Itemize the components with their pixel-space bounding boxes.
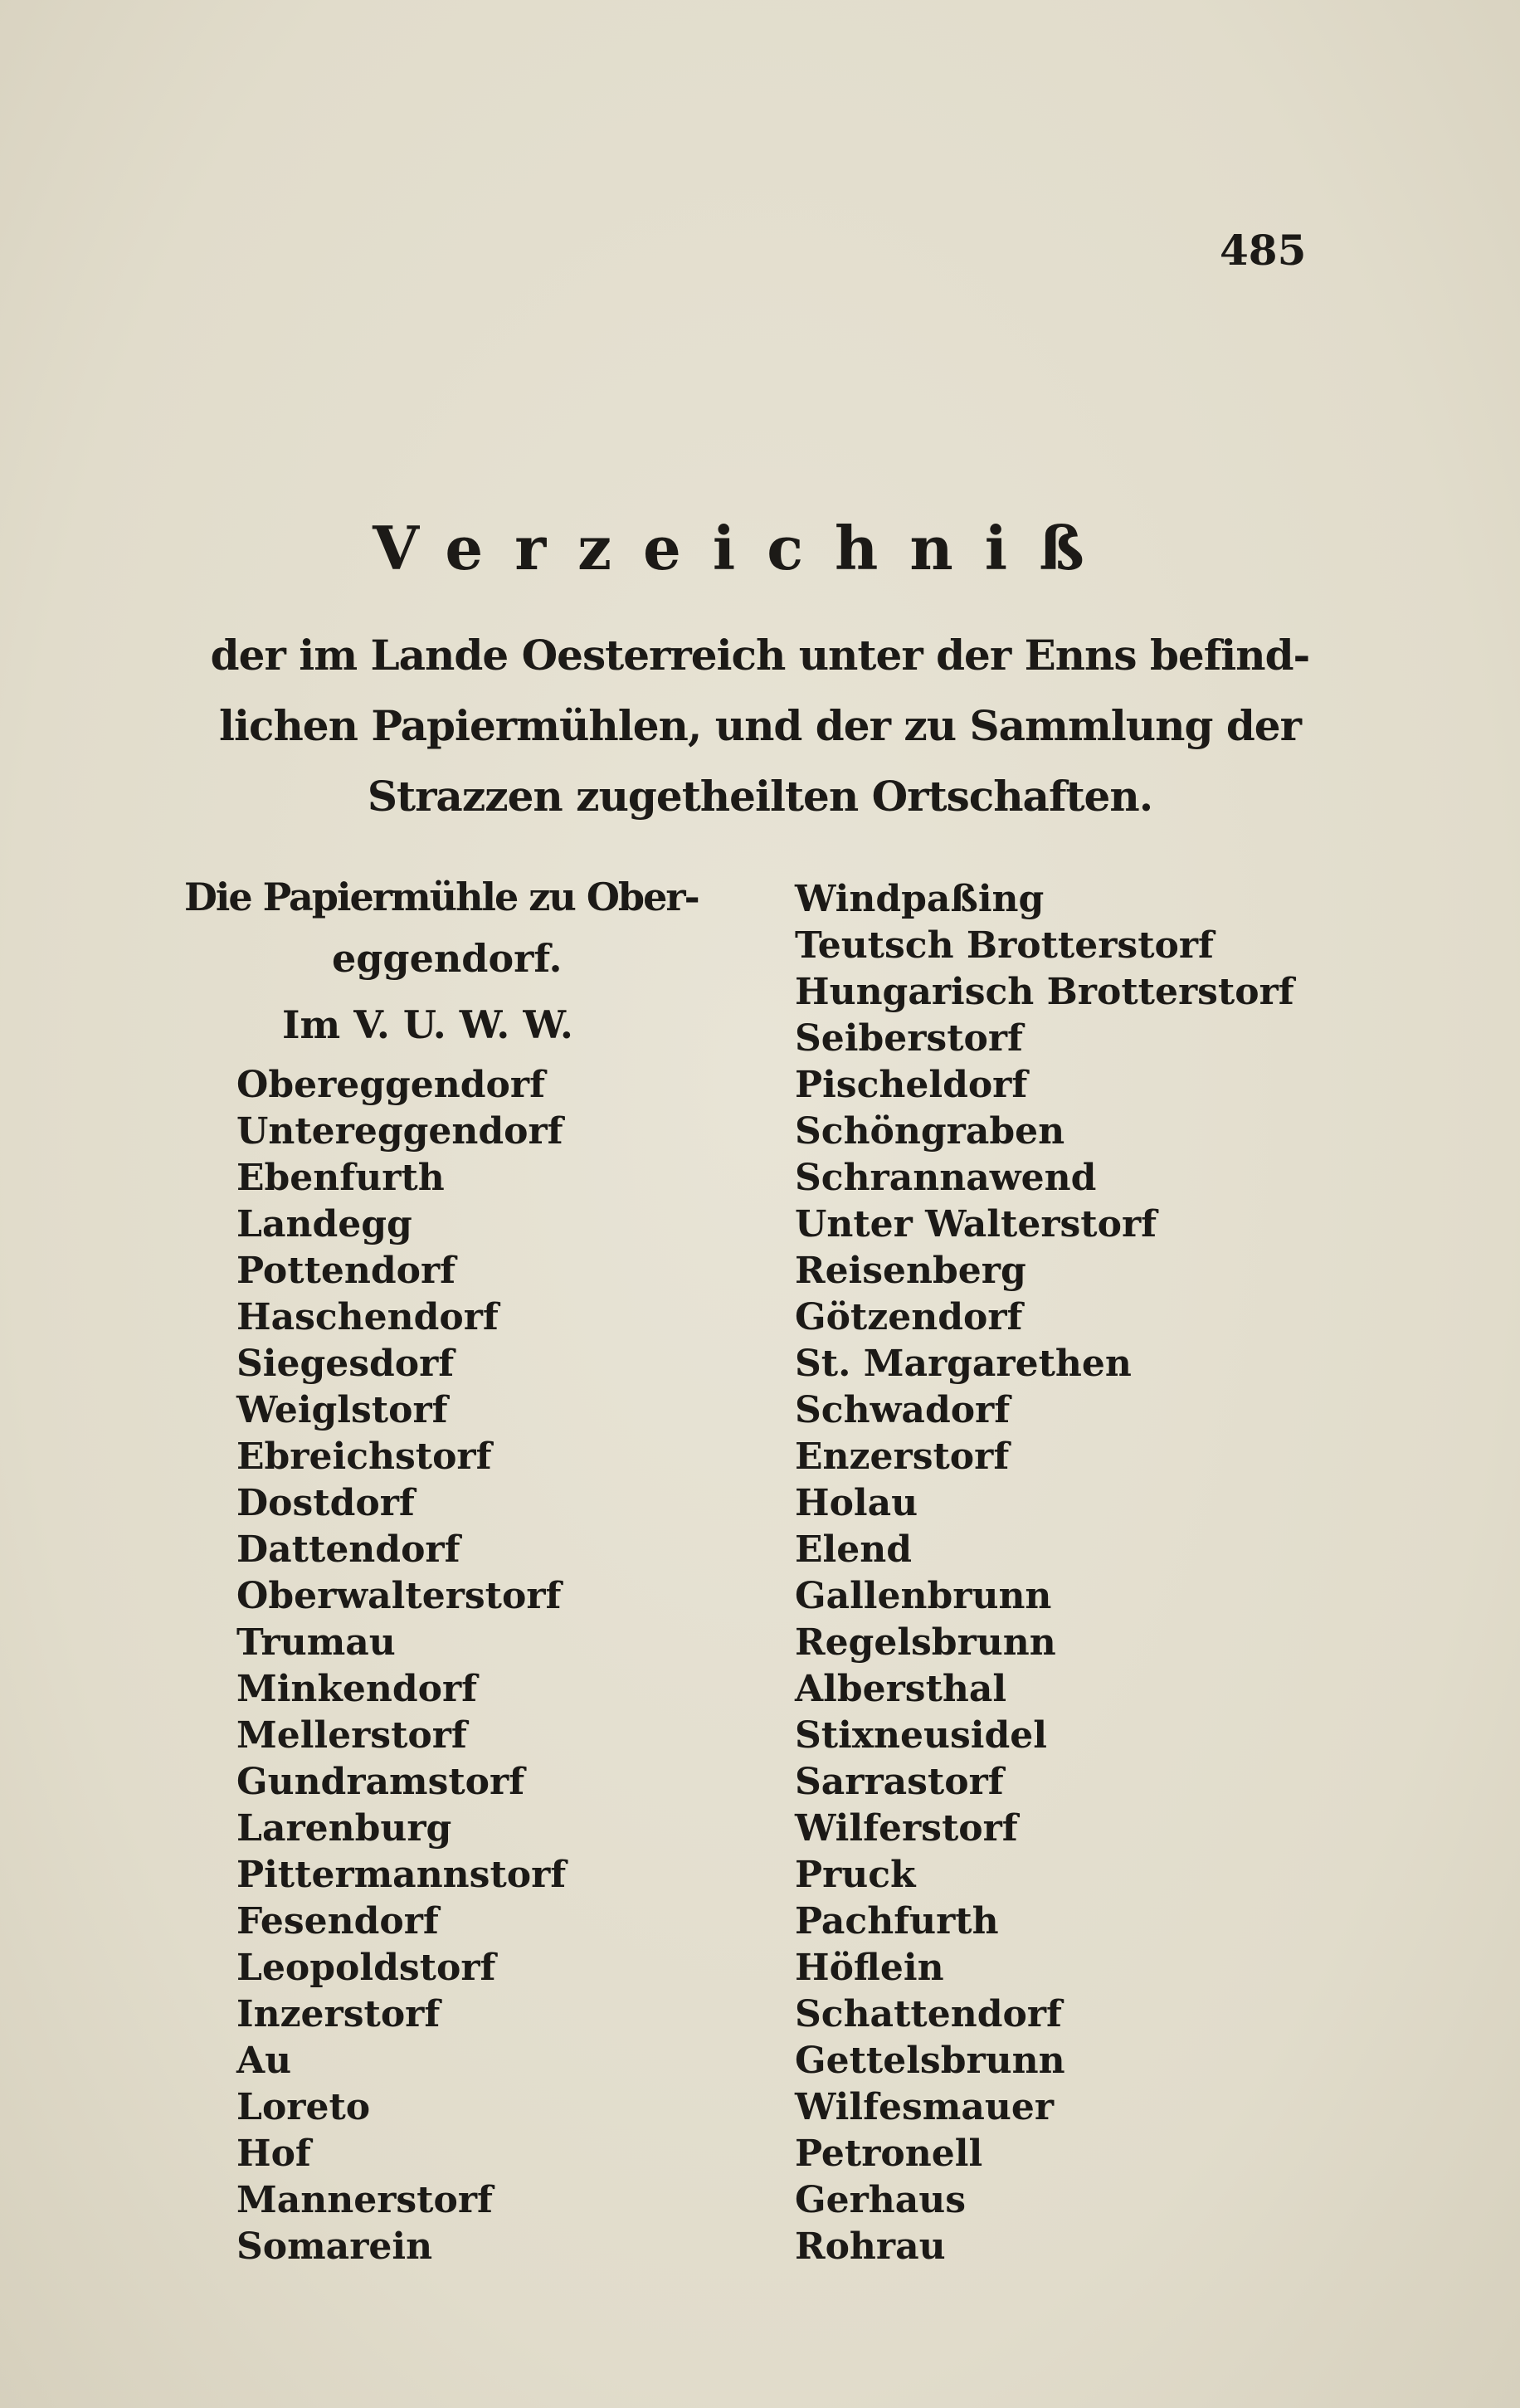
place-name: Wilferstorf (795, 1807, 1018, 1850)
place-name: Landegg (236, 1203, 412, 1245)
place-name: Weiglstorf (236, 1389, 448, 1431)
place-name: Pachfurth (795, 1900, 999, 1942)
place-name: Höflein (795, 1947, 944, 1989)
place-name: Sarrastorf (795, 1761, 1004, 1803)
place-name: Mellerstorf (236, 1714, 467, 1757)
place-name: Au (236, 2040, 292, 2082)
place-name: Siegesdorf (236, 1343, 455, 1385)
place-name: Windpaßing (795, 878, 1045, 920)
place-name: Schwadorf (795, 1389, 1011, 1431)
place-name: Ebreichstorf (236, 1436, 492, 1478)
place-name: Wilfesmauer (795, 2086, 1054, 2128)
place-name: Inzerstorf (236, 1993, 441, 2035)
place-name: Oberwalterstorf (236, 1575, 562, 1617)
place-name: Obereggendorf (236, 1064, 546, 1106)
subtitle-line: lichen Papiermühlen, und der zu Sammlung der (219, 701, 1301, 750)
place-name: Pruck (795, 1854, 916, 1896)
place-name: Petronell (795, 2133, 983, 2175)
place-name: Schattendorf (795, 1993, 1062, 2035)
place-name: Reisenberg (795, 1250, 1026, 1292)
mill-heading-continued: eggendorf. (332, 936, 563, 981)
place-name: Götzendorf (795, 1296, 1023, 1338)
place-name: Hof (236, 2133, 311, 2175)
place-name: Untereggendorf (236, 1110, 563, 1153)
place-name: Minkendorf (236, 1668, 478, 1710)
place-name: Fesendorf (236, 1900, 439, 1942)
place-name: Gallenbrunn (795, 1575, 1052, 1617)
place-name: Ebenfurth (236, 1157, 445, 1199)
place-name: Enzerstorf (795, 1436, 1010, 1478)
place-name: Seiberstorf (795, 1017, 1023, 1060)
place-name: Holau (795, 1482, 918, 1524)
place-name: Pischeldorf (795, 1064, 1028, 1106)
place-name: Unter Walterstorf (795, 1203, 1157, 1245)
place-name: Dostdorf (236, 1482, 415, 1524)
place-name: Teutsch Brotterstorf (795, 924, 1214, 967)
place-name: Stixneusidel (795, 1714, 1047, 1757)
right-place-list (795, 876, 1294, 2270)
place-name: Leopoldstorf (236, 1947, 496, 1989)
place-name: Elend (795, 1528, 913, 1571)
mill-heading: Die Papiermühle zu Ober- (184, 875, 699, 919)
subtitle-line: der im Lande Oesterreich unter der Enns befind- (210, 631, 1310, 680)
place-name: Regelsbrunn (795, 1621, 1056, 1664)
place-name: Dattendorf (236, 1528, 460, 1571)
place-name: Schrannawend (795, 1157, 1097, 1199)
left-place-list (236, 1062, 566, 2270)
place-name: Pottendorf (236, 1250, 456, 1292)
place-name: Pittermannstorf (236, 1854, 567, 1896)
place-name: Trumau (236, 1621, 396, 1664)
region-label: Im V. U. W. W. (282, 1002, 573, 1047)
page-number: 485 (1220, 226, 1307, 275)
place-name: Gerhaus (795, 2179, 967, 2221)
subtitle-line: Strazzen zugetheilten Ortschaften. (367, 772, 1153, 821)
place-name: Hungarisch Brotterstorf (795, 971, 1294, 1013)
place-name: Rohrau (795, 2225, 946, 2268)
place-name: Haschendorf (236, 1296, 499, 1338)
place-name: Somarein (236, 2225, 433, 2268)
place-name: Loreto (236, 2086, 371, 2128)
page-title: Verzeichniß (373, 513, 1116, 583)
place-name: Schöngraben (795, 1110, 1065, 1153)
place-name: St. Margarethen (795, 1343, 1132, 1385)
place-name: Larenburg (236, 1807, 452, 1850)
place-name: Gettelsbrunn (795, 2040, 1065, 2082)
place-name: Albersthal (795, 1668, 1007, 1710)
place-name: Gundramstorf (236, 1761, 525, 1803)
place-name: Mannerstorf (236, 2179, 493, 2221)
